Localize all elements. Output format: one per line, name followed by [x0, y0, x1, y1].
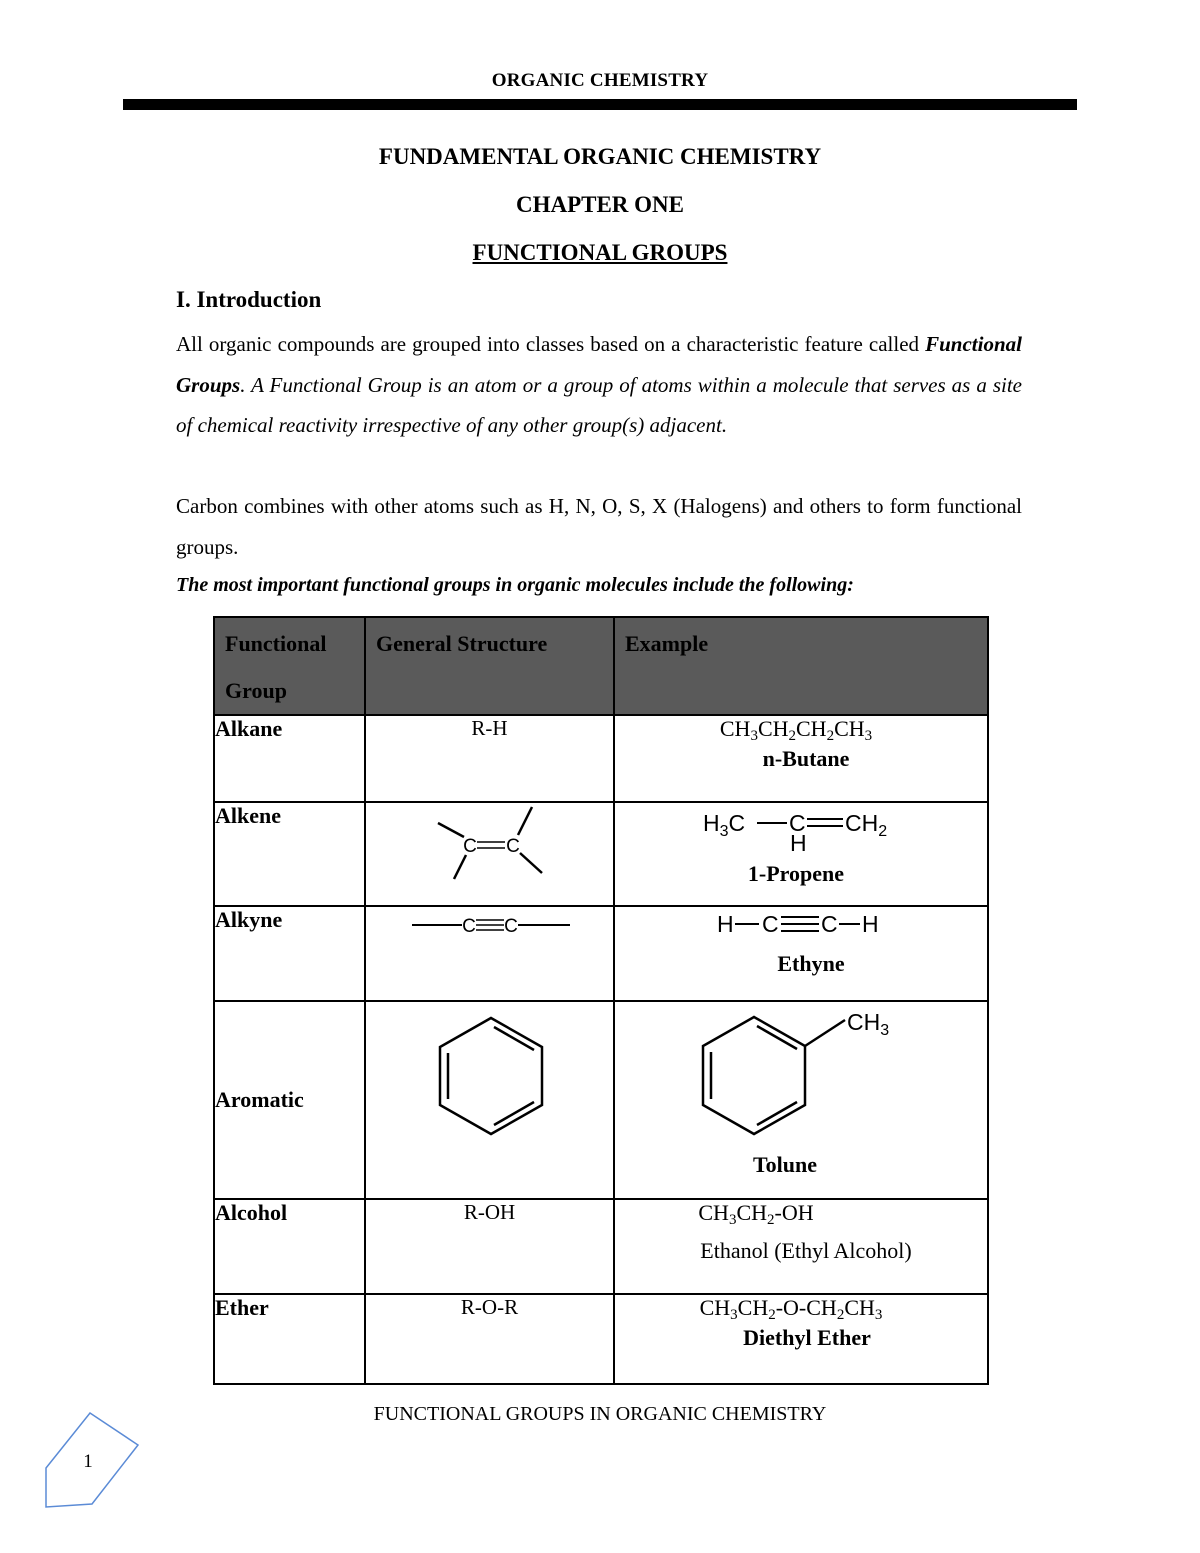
- aromatic-structure: [365, 1001, 614, 1199]
- chapter-title: CHAPTER ONE: [515, 192, 685, 217]
- propene-drawing: [615, 803, 987, 855]
- table-row: [214, 1001, 988, 1199]
- benzene-ring-icon: [366, 1002, 615, 1192]
- footer-caption: FUNCTIONAL GROUPS IN ORGANIC CHEMISTRY: [373, 1403, 827, 1425]
- header-example: Example: [614, 617, 988, 715]
- table-row: [214, 1294, 988, 1384]
- row-name-alkyne: Alkyne: [214, 906, 365, 1001]
- header-functional-group: Functional Group: [214, 617, 365, 715]
- alkene-example: [614, 802, 988, 906]
- table-row: [214, 715, 988, 802]
- alkene-atom-left: C: [463, 836, 477, 857]
- diethyl-ether-name: Diethyl Ether: [743, 1325, 871, 1350]
- alkyne-atom-left: C: [462, 916, 476, 937]
- alcohol-structure: R-OH: [365, 1199, 614, 1294]
- row-name-alcohol: Alcohol: [214, 1199, 365, 1294]
- alcohol-example: [614, 1199, 988, 1294]
- table-row: [214, 802, 988, 906]
- row-name-alkene: Alkene: [214, 802, 365, 906]
- aromatic-example: [614, 1001, 988, 1199]
- ether-structure: R-O-R: [365, 1294, 614, 1384]
- propene-name: 1-Propene: [747, 861, 845, 886]
- section-heading: I. Introduction: [176, 287, 322, 312]
- svg-text:C: C: [762, 911, 779, 937]
- butane-formula: $CH_3CH_2CH_2CH_3$: [719, 716, 873, 744]
- svg-text:CH3: $CH_3$: [847, 1009, 890, 1039]
- row-name-alkane: Alkane: [214, 715, 365, 802]
- table-header-row: [214, 617, 988, 715]
- alkene-structure: [365, 802, 614, 906]
- alkyne-structure: [365, 906, 614, 1001]
- ethyne-drawing: [615, 907, 987, 943]
- intro-text: All organic compounds are grouped into classes based on a characteristic feature called: [176, 332, 926, 356]
- svg-text:H3C: $H_3C$: [703, 810, 746, 840]
- alkyne-structure-drawing: [366, 907, 615, 947]
- carbon-paragraph: Carbon combines with other atoms such as H, N, O, S, X (Halogens) and others to form functional groups.: [176, 494, 1022, 559]
- ethyne-name: Ethyne: [777, 951, 845, 976]
- svg-text:H: H: [790, 830, 807, 855]
- svg-text:C: C: [821, 911, 838, 937]
- alkyne-atom-right: C: [504, 916, 518, 937]
- alkene-atom-right: C: [506, 836, 520, 857]
- functional-groups-table: [213, 616, 989, 1385]
- topic-title: FUNCTIONAL GROUPS: [472, 240, 728, 265]
- butane-name: n-Butane: [762, 746, 850, 771]
- table-lead-in: The most important functional groups in organic molecules include the following:: [176, 574, 854, 596]
- page-number-shape: [40, 1410, 150, 1520]
- svg-text:C: C: [789, 810, 806, 836]
- alkane-example: [614, 715, 988, 802]
- page-number: 1: [83, 1451, 93, 1472]
- alkene-structure-drawing: [366, 803, 615, 899]
- alkane-structure: R-H: [365, 715, 614, 802]
- table-row: [214, 1199, 988, 1294]
- svg-text:H: H: [862, 911, 879, 937]
- svg-text:CH2: $CH_2$: [845, 810, 888, 840]
- row-name-ether: Ether: [214, 1294, 365, 1384]
- intro-paragraph: [176, 324, 1022, 446]
- toluene-name: Tolune: [752, 1152, 817, 1177]
- ether-example: [614, 1294, 988, 1384]
- header-rule: [123, 99, 1077, 110]
- ethanol-formula: $CH_3CH_2-OH$: [698, 1200, 814, 1228]
- alkyne-example: [614, 906, 988, 1001]
- document-title: FUNDAMENTAL ORGANIC CHEMISTRY: [378, 144, 822, 169]
- header-general-structure: General Structure: [365, 617, 614, 715]
- diethyl-ether-formula: $CH_3CH_2-O-CH_2CH_3$: [699, 1295, 883, 1323]
- row-name-aromatic: Aromatic: [214, 1001, 365, 1199]
- definition-text: . A Functional Group is an atom or a group of atoms within a molecule that serves as a site of chemical reactivity irrespective of any other group(s) adjacent.: [176, 372, 1022, 437]
- running-header: ORGANIC CHEMISTRY: [491, 70, 709, 91]
- functional-groups-term: Functional Groups: [176, 332, 1022, 397]
- ethanol-name: Ethanol (Ethyl Alcohol): [700, 1238, 912, 1263]
- toluene-drawing: [615, 1002, 987, 1152]
- svg-text:H: H: [717, 911, 734, 937]
- table-row: [214, 906, 988, 1001]
